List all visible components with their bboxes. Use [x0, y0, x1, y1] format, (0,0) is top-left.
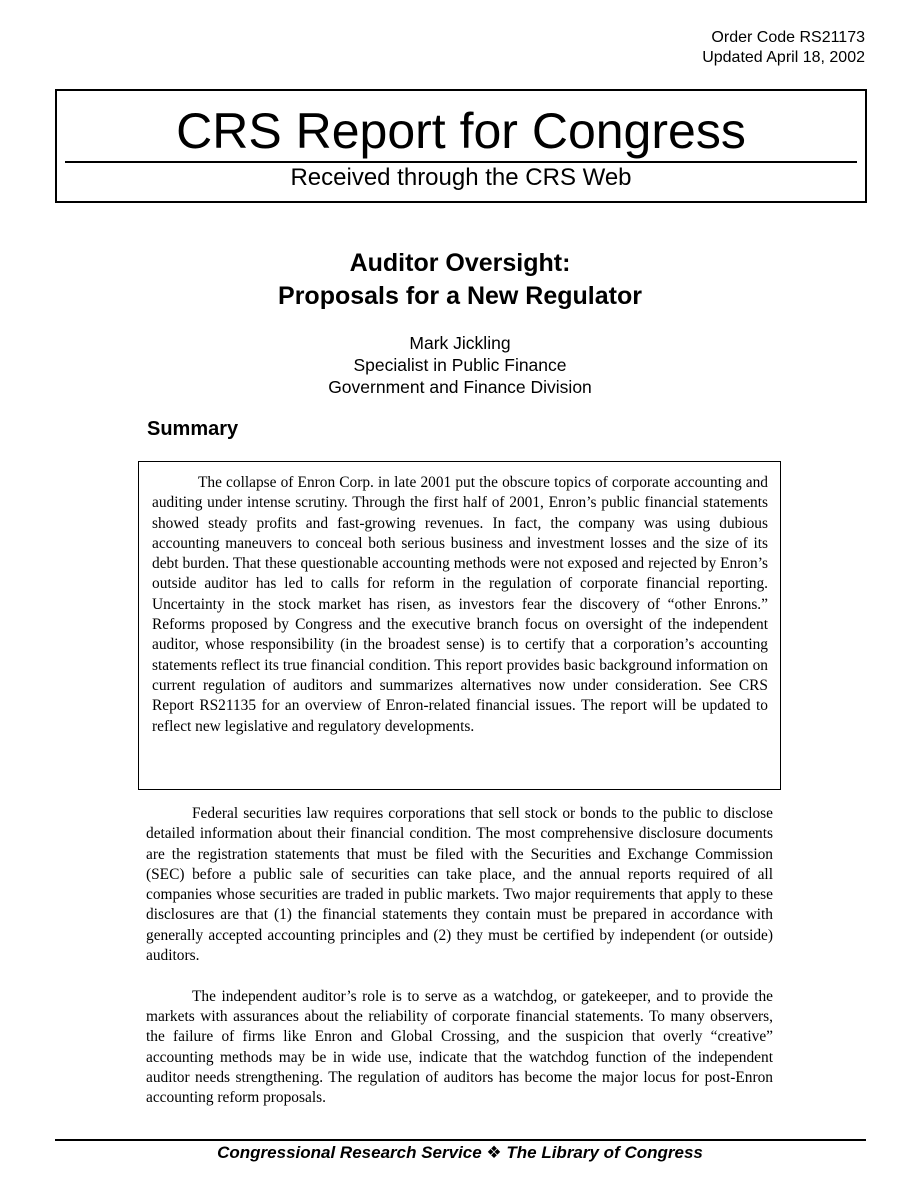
author-name: Mark Jickling [409, 333, 511, 353]
report-title [0, 247, 920, 313]
report-title-line2: Proposals for a New Regulator [278, 282, 642, 310]
footer-text: Congressional Research Service ❖ The Library of Congress [217, 1143, 703, 1162]
order-code: Order Code RS21173 [711, 29, 865, 46]
footer-divider [55, 1139, 866, 1141]
body-paragraph: The independent auditor’s role is to serve as a watchdog, or gatekeeper, and to provide the markets with assurances about the reliability of corporate financial statements. To many observers, the failure of firms like Enron and Global Crossing, and the suspicion that overly “creative” accounting methods may be in wide use, indicate that the watchdog function of the independent auditor needs strengthening. The regulation of auditors has become the major locus for post-Enron accounting reform proposals. [146, 987, 773, 1107]
masthead-title: CRS Report for Congress [176, 103, 746, 159]
updated-date: Updated April 18, 2002 [702, 49, 865, 66]
author-title: Specialist in Public Finance [353, 355, 567, 375]
summary-text: The collapse of Enron Corp. in late 2001 put the obscure topics of corporate accounting and auditing under intense scrutiny. Through the first half of 2001, Enron’s public financial statements showed steady profits and fast-growing revenues. In fact, the company was using dubious accounting maneuvers to conceal both serious business and investment losses and the size of its debt burden. That these questionable accounting methods were not exposed and rejected by Enron’s outside auditor has led to calls for reform in the regulation of corporate financial reporting. Uncertainty in the stock market has risen, as investors fear the discovery of “other Enrons.” Reforms proposed by Congress and the executive branch focus on oversight of the independent auditor, whose responsibility (in the broadest sense) is to certify that a corporation’s accounting statements reflect its true financial condition. This report provides basic background information on current regulation of auditors and summarizes alternatives now under consideration. See CRS Report RS21135 for an overview of Enron-related financial issues. The report will be updated to reflect new legislative and regulatory developments. [152, 474, 768, 735]
summary-heading: Summary [147, 418, 239, 440]
summary-box [138, 461, 781, 790]
author-division: Government and Finance Division [328, 377, 592, 397]
body-text [146, 804, 773, 1108]
order-info [702, 28, 865, 68]
masthead-divider [65, 161, 857, 163]
author-block [0, 332, 920, 398]
report-title-line1: Auditor Oversight: [349, 249, 571, 277]
body-paragraph: Federal securities law requires corporations that sell stock or bonds to the public to disclose detailed information about their financial condition. The most comprehensive disclosure documents are the registration statements that must be filed with the Securities and Exchange Commission (SEC) before a public sale of securities can take place, and the annual reports required of all companies whose securities are traded in public markets. Two major requirements that apply to these disclosures are that (1) the financial statements they contain must be prepared in accordance with generally accepted accounting principles and (2) they must be certified by independent (or outside) auditors. [146, 805, 773, 965]
masthead-subtitle: Received through the CRS Web [290, 164, 632, 191]
masthead-box [55, 89, 867, 203]
